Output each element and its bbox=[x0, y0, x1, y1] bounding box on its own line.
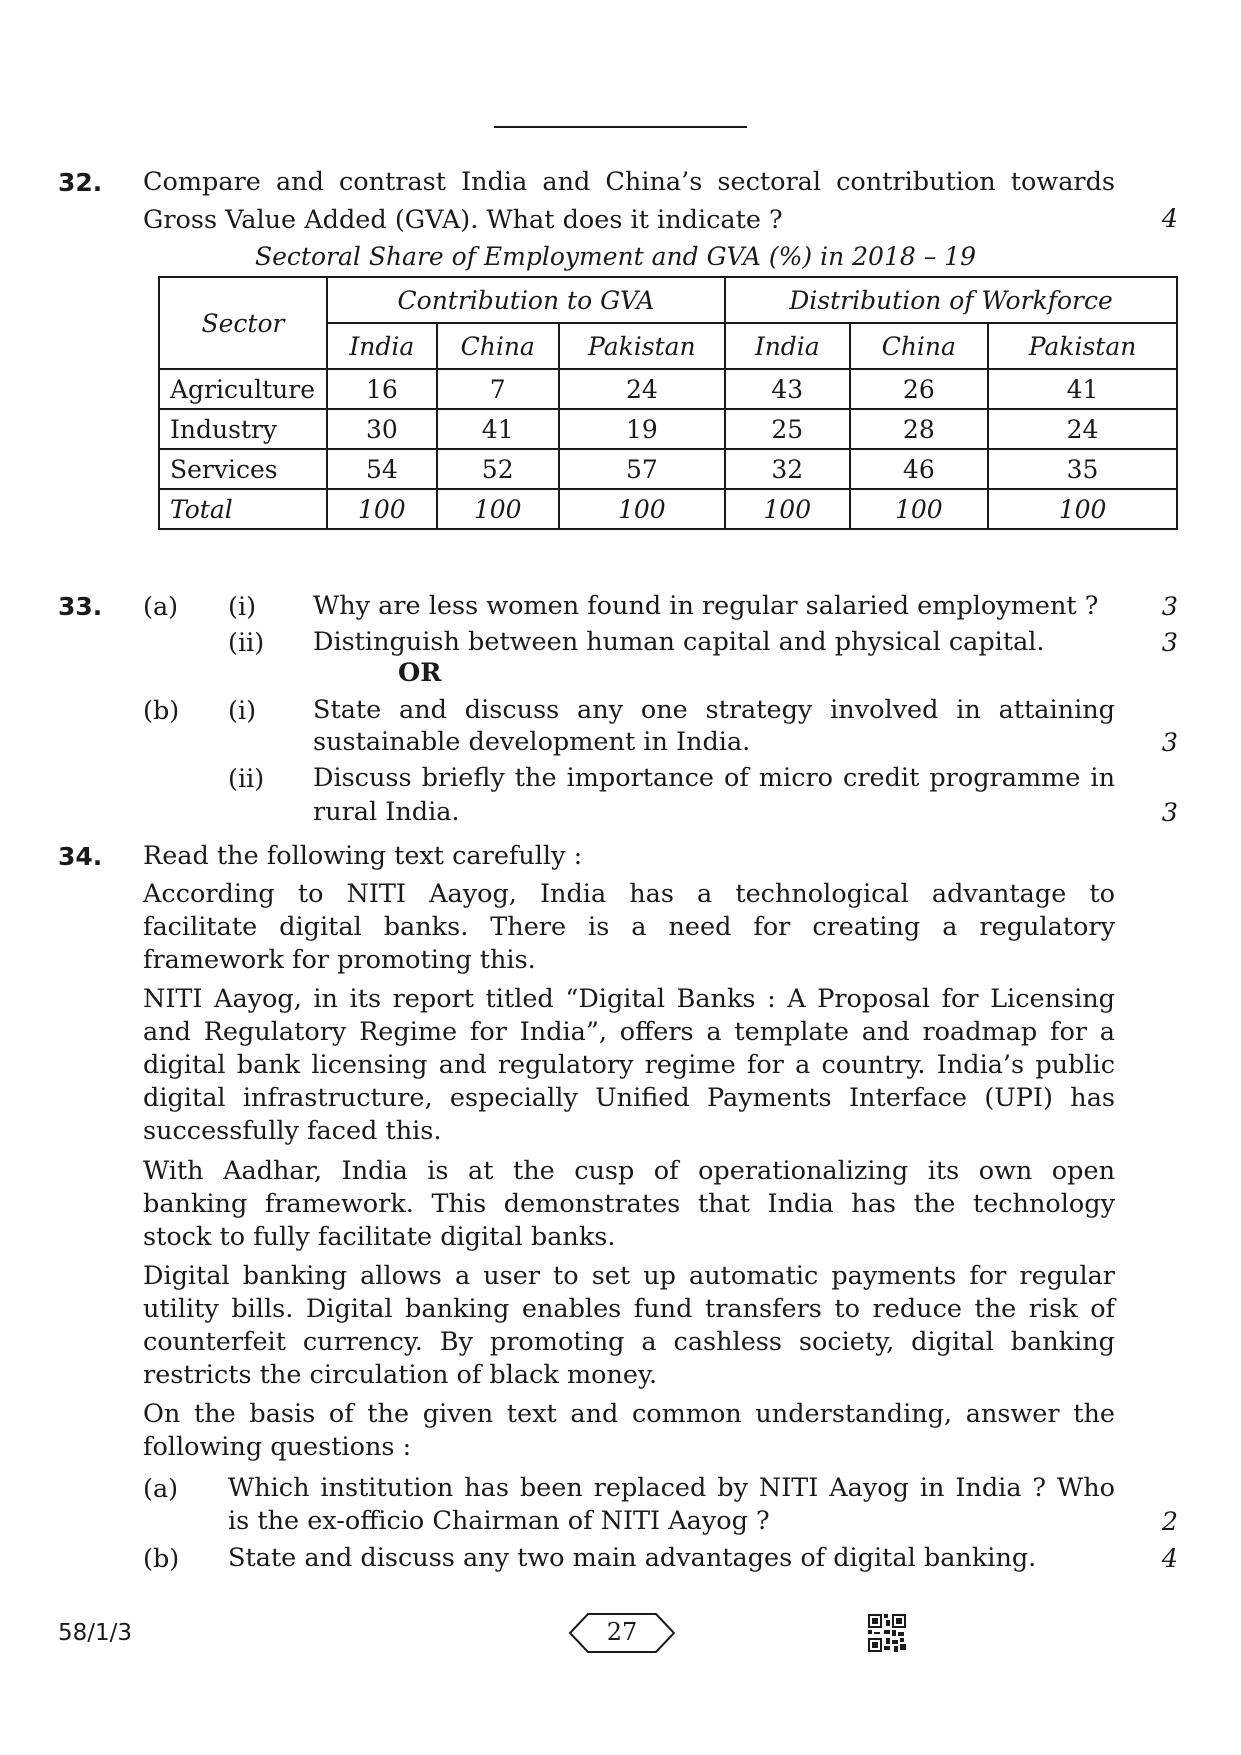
question-33-b-i-marks: 3 bbox=[1161, 728, 1178, 758]
table-row bbox=[159, 409, 1177, 449]
question-34-a-marks: 2 bbox=[1161, 1507, 1178, 1537]
paper-code: 58/1/3 bbox=[58, 1620, 133, 1646]
question-34-a-line-1: Which institution has been replaced by NITI Aayog in India ? Who bbox=[228, 1473, 1115, 1503]
table-cell: 57 bbox=[559, 449, 725, 489]
question-34-number: 34. bbox=[58, 842, 103, 871]
table-cell: 43 bbox=[725, 369, 850, 409]
question-32-marks: 4 bbox=[1161, 204, 1178, 234]
question-32-line-1: Compare and contrast India and China’s sectoral contribution towards bbox=[143, 167, 1115, 197]
sector-header: Sector bbox=[159, 277, 327, 369]
table-caption: Sectoral Share of Employment and GVA (%) in 2018 – 19 bbox=[255, 242, 976, 271]
passage-line: counterfeit currency. By promoting a cashless society, digital banking bbox=[143, 1327, 1115, 1357]
passage-line: utility bills. Digital banking enables fund transfers to reduce the risk of bbox=[143, 1294, 1115, 1324]
passage-line: With Aadhar, India is at the cusp of operationalizing its own open bbox=[143, 1156, 1115, 1186]
question-33-b-i-line-2: sustainable development in India. bbox=[313, 727, 751, 757]
row-sector-label: Agriculture bbox=[159, 369, 327, 409]
question-33-a-label: (a) bbox=[143, 592, 179, 622]
passage-line: digital bank licensing and regulatory regime for a country. India’s public bbox=[143, 1050, 1115, 1080]
question-33-a-i-text: Why are less women found in regular salaried employment ? bbox=[313, 591, 1099, 621]
passage-line: According to NITI Aayog, India has a technological advantage to bbox=[143, 879, 1115, 909]
question-34-b-marks: 4 bbox=[1161, 1544, 1178, 1574]
question-33-b-label: (b) bbox=[143, 696, 180, 726]
passage-paragraph-3 bbox=[143, 1155, 1115, 1254]
table-header-row bbox=[159, 277, 1177, 323]
table-cell: 100 bbox=[437, 489, 559, 529]
passage-paragraph-4 bbox=[143, 1260, 1115, 1392]
question-33-a-i-marks: 3 bbox=[1161, 592, 1178, 622]
passage-line: On the basis of the given text and common understanding, answer the bbox=[143, 1399, 1115, 1429]
passage-line: NITI Aayog, in its report titled “Digital Banks : A Proposal for Licensing bbox=[143, 984, 1115, 1014]
table-cell: 16 bbox=[327, 369, 437, 409]
subheader-gva-china: China bbox=[437, 323, 559, 369]
question-34-a-line-2: is the ex-officio Chairman of NITI Aayog ? bbox=[228, 1506, 770, 1536]
question-33-a-ii-text: Distinguish between human capital and physical capital. bbox=[313, 627, 1045, 657]
subheader-workforce-china: China bbox=[850, 323, 989, 369]
table-cell: 100 bbox=[988, 489, 1177, 529]
passage-paragraph-5 bbox=[143, 1398, 1115, 1464]
passage-paragraph-2 bbox=[143, 983, 1115, 1148]
question-34-b-label: (b) bbox=[143, 1544, 180, 1574]
table-cell: 7 bbox=[437, 369, 559, 409]
table-cell: 24 bbox=[559, 369, 725, 409]
passage-line: facilitate digital banks. There is a need for creating a regulatory bbox=[143, 912, 1115, 942]
subheader-gva-india: India bbox=[327, 323, 437, 369]
row-sector-label: Industry bbox=[159, 409, 327, 449]
question-34-b-text: State and discuss any two main advantages of digital banking. bbox=[228, 1543, 1037, 1573]
question-33-b-ii-marks: 3 bbox=[1161, 798, 1178, 828]
table-total-row bbox=[159, 489, 1177, 529]
table-cell: 24 bbox=[988, 409, 1177, 449]
question-33-b-ii-line-1: Discuss briefly the importance of micro credit programme in bbox=[313, 763, 1115, 793]
subheader-gva-pakistan: Pakistan bbox=[559, 323, 725, 369]
passage-line: and Regulatory Regime for India”, offers a template and roadmap for a bbox=[143, 1017, 1115, 1047]
page-number: 27 bbox=[606, 1618, 638, 1646]
table-cell: 25 bbox=[725, 409, 850, 449]
table-cell: 19 bbox=[559, 409, 725, 449]
passage-line: framework for promoting this. bbox=[143, 945, 536, 975]
table-cell: 41 bbox=[437, 409, 559, 449]
passage-line: stock to fully facilitate digital banks. bbox=[143, 1222, 616, 1252]
row-sector-label: Total bbox=[159, 489, 327, 529]
table-cell: 30 bbox=[327, 409, 437, 449]
question-33-b-ii-line-2: rural India. bbox=[313, 797, 460, 827]
question-34-a-label: (a) bbox=[143, 1474, 179, 1504]
passage-paragraph-1 bbox=[143, 878, 1115, 977]
table-cell: 54 bbox=[327, 449, 437, 489]
question-33-b-i-label: (i) bbox=[228, 696, 257, 726]
table-cell: 52 bbox=[437, 449, 559, 489]
question-33-number: 33. bbox=[58, 592, 103, 621]
table-cell: 26 bbox=[850, 369, 989, 409]
table-row bbox=[159, 369, 1177, 409]
question-33-a-i-label: (i) bbox=[228, 592, 257, 622]
table-cell: 41 bbox=[988, 369, 1177, 409]
table-cell: 46 bbox=[850, 449, 989, 489]
or-separator: OR bbox=[398, 658, 442, 688]
sectoral-share-table bbox=[158, 276, 1178, 530]
passage-line: Digital banking allows a user to set up automatic payments for regular bbox=[143, 1261, 1115, 1291]
table-row bbox=[159, 449, 1177, 489]
table-cell: 32 bbox=[725, 449, 850, 489]
top-separator-line bbox=[494, 126, 747, 128]
passage-line: successfully faced this. bbox=[143, 1116, 442, 1146]
passage-line: restricts the circulation of black money. bbox=[143, 1360, 658, 1390]
subheader-workforce-india: India bbox=[725, 323, 850, 369]
table-cell: 28 bbox=[850, 409, 989, 449]
question-33-a-ii-label: (ii) bbox=[228, 628, 265, 658]
subheader-workforce-pakistan: Pakistan bbox=[988, 323, 1177, 369]
passage-line: banking framework. This demonstrates that India has the technology bbox=[143, 1189, 1115, 1219]
passage-line: digital infrastructure, especially Unified Payments Interface (UPI) has bbox=[143, 1083, 1115, 1113]
question-33-b-ii-label: (ii) bbox=[228, 764, 265, 794]
question-32-number: 32. bbox=[58, 168, 103, 197]
question-32-line-2: Gross Value Added (GVA). What does it indicate ? bbox=[143, 205, 783, 235]
qr-code-icon bbox=[868, 1614, 906, 1652]
row-sector-label: Services bbox=[159, 449, 327, 489]
table-cell: 100 bbox=[559, 489, 725, 529]
passage-line: following questions : bbox=[143, 1432, 412, 1462]
question-33-b-i-line-1: State and discuss any one strategy involved in attaining bbox=[313, 695, 1115, 725]
question-33-a-ii-marks: 3 bbox=[1161, 628, 1178, 658]
question-34-intro: Read the following text carefully : bbox=[143, 841, 583, 871]
table-cell: 100 bbox=[327, 489, 437, 529]
gva-group-header: Contribution to GVA bbox=[327, 277, 725, 323]
table-cell: 100 bbox=[850, 489, 989, 529]
table-cell: 35 bbox=[988, 449, 1177, 489]
table-cell: 100 bbox=[725, 489, 850, 529]
workforce-group-header: Distribution of Workforce bbox=[725, 277, 1177, 323]
